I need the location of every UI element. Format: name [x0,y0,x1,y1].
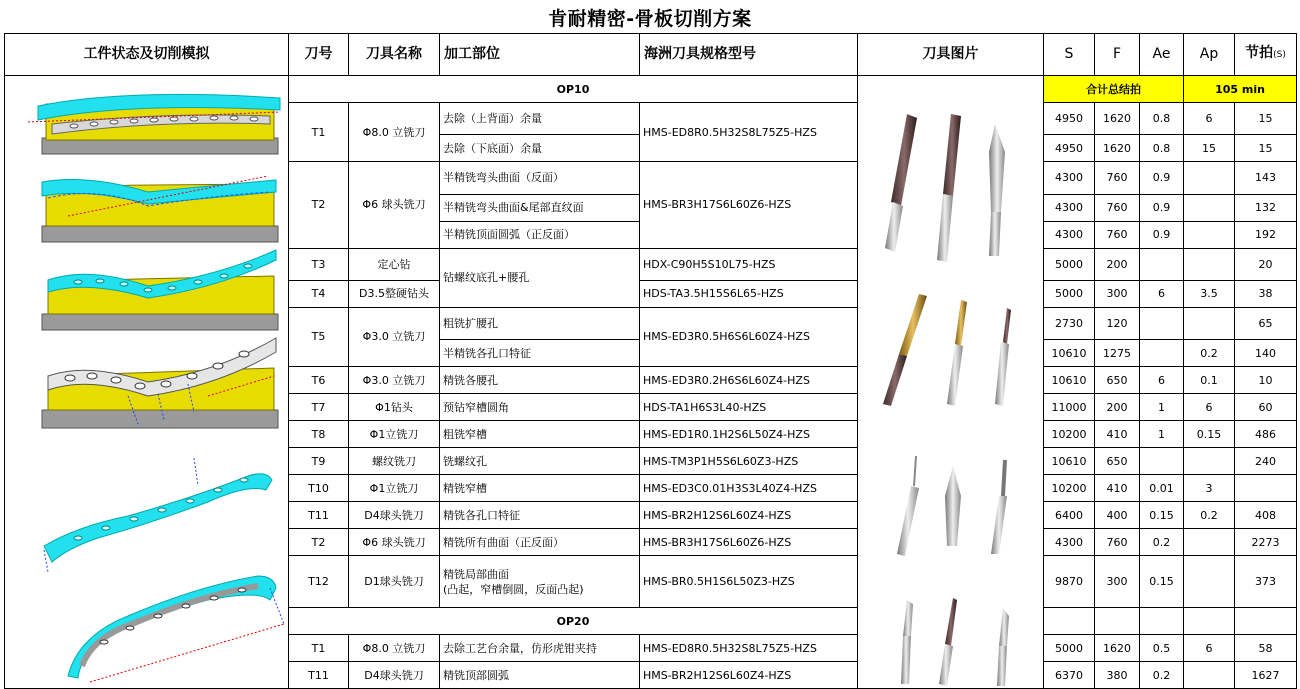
cell-beat: 58 [1235,635,1297,662]
cell-ae: 0.9 [1140,162,1184,194]
cell-name: Φ8.0 立铣刀 [349,635,440,662]
cell-beat: 15 [1235,135,1297,162]
cell-ae: 0.8 [1140,103,1184,135]
cell-name: D4球头铣刀 [349,502,440,529]
cell-ap: 3.5 [1184,280,1235,307]
cell-name: D3.5整硬钻头 [349,280,440,307]
cell-part: 精铣各腰孔 [440,367,640,394]
cell-f: 760 [1095,221,1140,248]
cell-part: 预钻窄槽圆角 [440,394,640,421]
sim-step-3 [42,250,278,330]
cell-name: 定心钻 [349,248,440,280]
cell-part: 半精铣顶面圆弧（正反面） [440,221,640,248]
cell-beat: 10 [1235,367,1297,394]
cell-f: 1620 [1095,103,1140,135]
sim-step-4 [42,338,278,428]
cell-s: 4300 [1044,194,1095,221]
cell-tool: T2 [289,162,349,248]
cell-spec: HMS-ED8R0.5H32S8L75Z5-HZS [640,103,858,162]
cell-ap [1184,556,1235,608]
cell-beat: 38 [1235,280,1297,307]
header-tool-no: 刀号 [289,34,349,76]
cell-spec: HMS-ED3R0.2H6S6L60Z4-HZS [640,367,858,394]
cell-part: 精铣各孔口特征 [440,502,640,529]
end-mill-icon [885,114,917,252]
cell-tool: T4 [289,280,349,307]
cell-f: 300 [1095,280,1140,307]
cell-spec: HMS-BR0.5H1S6L50Z3-HZS [640,556,858,608]
cell-ap: 3 [1184,475,1235,502]
cell-beat: 373 [1235,556,1297,608]
cell-tool: T12 [289,556,349,608]
cell-ap: 6 [1184,394,1235,421]
cell-ae: 1 [1140,394,1184,421]
header-beat [1235,34,1297,76]
cell-spec: HMS-BR3H17S6L60Z6-HZS [640,529,858,556]
cell-s: 10200 [1044,475,1095,502]
cell-ae: 0.8 [1140,135,1184,162]
cell-spec: HMS-BR2H12S6L60Z4-HZS [640,662,858,689]
header-ap: Ap [1184,34,1235,76]
cell-s: 6370 [1044,662,1095,689]
cell-ap: 0.1 [1184,367,1235,394]
cell-part: 去除（下底面）余量 [440,135,640,162]
cell-beat: 143 [1235,162,1297,194]
cell-ae: 0.01 [1140,475,1184,502]
cell-part: 半精铣弯头曲面（反面） [440,162,640,194]
cell-part: 半精铣弯头曲面&尾部直纹面 [440,194,640,221]
cell-empty [1044,608,1095,635]
cell-ae: 1 [1140,421,1184,448]
cell-tool: T1 [289,103,349,162]
header-spec: 海洲刀具规格型号 [640,34,858,76]
cell-tool: T11 [289,502,349,529]
finish-ball-mill-icon [997,608,1009,686]
cell-ap [1184,162,1235,194]
cell-ae: 6 [1140,280,1184,307]
header-s: S [1044,34,1095,76]
total-beat-value: 105 min [1184,76,1297,103]
cell-beat: 60 [1235,394,1297,421]
simulation-illustration [8,76,289,688]
cell-tool: T9 [289,448,349,475]
cell-ap [1184,307,1235,339]
cell-s: 10610 [1044,367,1095,394]
cell-tool: T10 [289,475,349,502]
cell-part: 精铣顶部圆弧 [440,662,640,689]
cell-part-line2: (凸起，窄槽倒圆，反面凸起) [443,582,584,596]
cell-tool: T6 [289,367,349,394]
cell-empty [1184,608,1235,635]
cell-beat: 240 [1235,448,1297,475]
cell-ap: 15 [1184,135,1235,162]
cell-name: D4球头铣刀 [349,662,440,689]
cell-part: 粗铣扩腰孔 [440,307,640,339]
cell-name: Φ8.0 立铣刀 [349,103,440,162]
header-f: F [1095,34,1140,76]
cell-ae [1140,340,1184,367]
cell-f: 200 [1095,248,1140,280]
cell-empty [1235,608,1297,635]
header-tool-image: 刀具图片 [858,34,1044,76]
ball-end-mill-icon [937,114,961,262]
cell-beat: 486 [1235,421,1297,448]
document-title: 肯耐精密-骨板切削方案 [548,8,752,30]
header-beat-unit: (S) [1273,50,1286,60]
op10-label: OP10 [289,76,858,103]
cell-f: 650 [1095,367,1140,394]
cell-beat: 15 [1235,103,1297,135]
cell-part: 精铣窄槽 [440,475,640,502]
simulation-images [5,76,289,689]
cell-s: 4300 [1044,221,1095,248]
cell-ae: 0.9 [1140,221,1184,248]
cell-name: 螺纹铣刀 [349,448,440,475]
tool-images [858,76,1044,689]
cell-f: 300 [1095,556,1140,608]
cell-f: 1275 [1095,340,1140,367]
cell-part: 精铣所有曲面（正反面） [440,529,640,556]
cell-name: Φ6 球头铣刀 [349,529,440,556]
cell-beat: 192 [1235,221,1297,248]
header-sim: 工件状态及切削模拟 [5,34,289,76]
chamfer-tool-icon [989,124,1005,256]
cell-spec: HMS-ED1R0.1H2S6L50Z4-HZS [640,421,858,448]
cell-spec: HMS-BR2H12S6L60Z4-HZS [640,502,858,529]
micro-drill-icon [897,456,919,556]
cell-s: 4300 [1044,162,1095,194]
op20-label: OP20 [289,608,858,635]
cell-spec: HMS-BR3H17S6L60Z6-HZS [640,162,858,248]
cell-part: 钻螺纹底孔+腰孔 [440,248,640,307]
cell-spec: HMS-ED8R0.5H32S8L75Z5-HZS [640,635,858,662]
cell-f: 200 [1095,394,1140,421]
cell-s: 9870 [1044,556,1095,608]
header-row [5,34,1297,76]
cell-tool: T1 [289,635,349,662]
cell-beat: 140 [1235,340,1297,367]
micro-end-mill-icon [945,466,961,546]
cell-beat: 1627 [1235,662,1297,689]
cell-name: Φ3.0 立铣刀 [349,307,440,366]
cell-spec: HDS-TA1H6S3L40-HZS [640,394,858,421]
cell-ae [1140,307,1184,339]
d1-ball-mill-icon [939,598,957,686]
cell-f: 380 [1095,662,1140,689]
cell-beat: 132 [1235,194,1297,221]
cell-spec: HDS-TA3.5H15S6L65-HZS [640,280,858,307]
cell-tool: T7 [289,394,349,421]
cell-part: 半精铣各孔口特征 [440,340,640,367]
cell-f: 410 [1095,421,1140,448]
cell-f: 650 [1095,448,1140,475]
cell-beat: 65 [1235,307,1297,339]
sim-step-5 [44,458,272,572]
cell-s: 5000 [1044,248,1095,280]
cell-ae: 0.2 [1140,662,1184,689]
cell-ae [1140,448,1184,475]
cell-name: Φ1钻头 [349,394,440,421]
cell-ap: 0.2 [1184,340,1235,367]
cell-f: 1620 [1095,135,1140,162]
cell-name: Φ1立铣刀 [349,421,440,448]
cell-part: 粗铣窄槽 [440,421,640,448]
cell-name: Φ1立铣刀 [349,475,440,502]
cell-tool: T11 [289,662,349,689]
cell-part-line1: 精铣局部曲面 [443,567,509,581]
cell-tool: T8 [289,421,349,448]
header-beat-label: 节拍 [1245,45,1274,61]
cell-empty [1095,608,1140,635]
cell-s: 2730 [1044,307,1095,339]
cell-s: 5000 [1044,280,1095,307]
carbide-drill-icon [947,300,967,406]
cell-ap [1184,248,1235,280]
cell-f: 1620 [1095,635,1140,662]
header-part: 加工部位 [440,34,640,76]
cell-s: 10200 [1044,421,1095,448]
cell-s: 4950 [1044,135,1095,162]
cell-f: 410 [1095,475,1140,502]
thread-mill-icon [991,460,1007,554]
cell-spec: HDX-C90H5S10L75-HZS [640,248,858,280]
cell-ae [1140,248,1184,280]
cell-s: 6400 [1044,502,1095,529]
d4-ball-mill-icon [901,600,913,684]
cell-ap: 6 [1184,635,1235,662]
cell-spec: HMS-ED3C0.01H3S3L40Z4-HZS [640,475,858,502]
cell-name: D1球头铣刀 [349,556,440,608]
cell-ap [1184,662,1235,689]
cell-f: 760 [1095,162,1140,194]
cell-beat: 2273 [1235,529,1297,556]
cell-empty [1140,608,1184,635]
cell-ap [1184,221,1235,248]
cell-ae: 0.2 [1140,529,1184,556]
cell-ap: 0.2 [1184,502,1235,529]
cell-beat [1235,475,1297,502]
cell-part: 去除工艺台余量，仿形虎钳夹持 [440,635,640,662]
cell-f: 400 [1095,502,1140,529]
cell-f: 760 [1095,529,1140,556]
cell-tool: T5 [289,307,349,366]
cell-ap: 6 [1184,103,1235,135]
tool-illustration [861,76,1044,688]
cell-f: 120 [1095,307,1140,339]
sim-step-1 [28,94,280,154]
cell-s: 4950 [1044,103,1095,135]
cell-tool: T3 [289,248,349,280]
cell-ae: 0.5 [1140,635,1184,662]
cell-ap [1184,194,1235,221]
cell-ae: 6 [1140,367,1184,394]
cell-name: Φ6 球头铣刀 [349,162,440,248]
cell-ae: 0.15 [1140,556,1184,608]
small-end-mill-icon [995,308,1011,406]
op10-row [5,76,1297,103]
cell-tool: T2 [289,529,349,556]
cell-ae: 0.9 [1140,194,1184,221]
drill-icon [883,294,927,406]
cell-beat: 20 [1235,248,1297,280]
cutting-plan-table [4,33,1297,689]
cell-ap [1184,529,1235,556]
sim-step-6 [68,576,284,682]
header-tool-name: 刀具名称 [349,34,440,76]
cell-part: 铣螺纹孔 [440,448,640,475]
cell-ae: 0.15 [1140,502,1184,529]
total-beat-label: 合计总结拍 [1044,76,1184,103]
cell-part [440,556,640,608]
cell-part: 去除（上背面）余量 [440,103,640,135]
cell-f: 760 [1095,194,1140,221]
cell-ap: 0.15 [1184,421,1235,448]
cell-s: 4300 [1044,529,1095,556]
header-ae: Ae [1140,34,1184,76]
cell-s: 10610 [1044,448,1095,475]
cell-s: 5000 [1044,635,1095,662]
cell-s: 10610 [1044,340,1095,367]
cell-spec: HMS-TM3P1H5S6L60Z3-HZS [640,448,858,475]
cell-name: Φ3.0 立铣刀 [349,367,440,394]
cell-beat: 408 [1235,502,1297,529]
cell-spec: HMS-ED3R0.5H6S6L60Z4-HZS [640,307,858,366]
cell-ap [1184,448,1235,475]
sim-step-2 [42,176,278,242]
cell-s: 11000 [1044,394,1095,421]
